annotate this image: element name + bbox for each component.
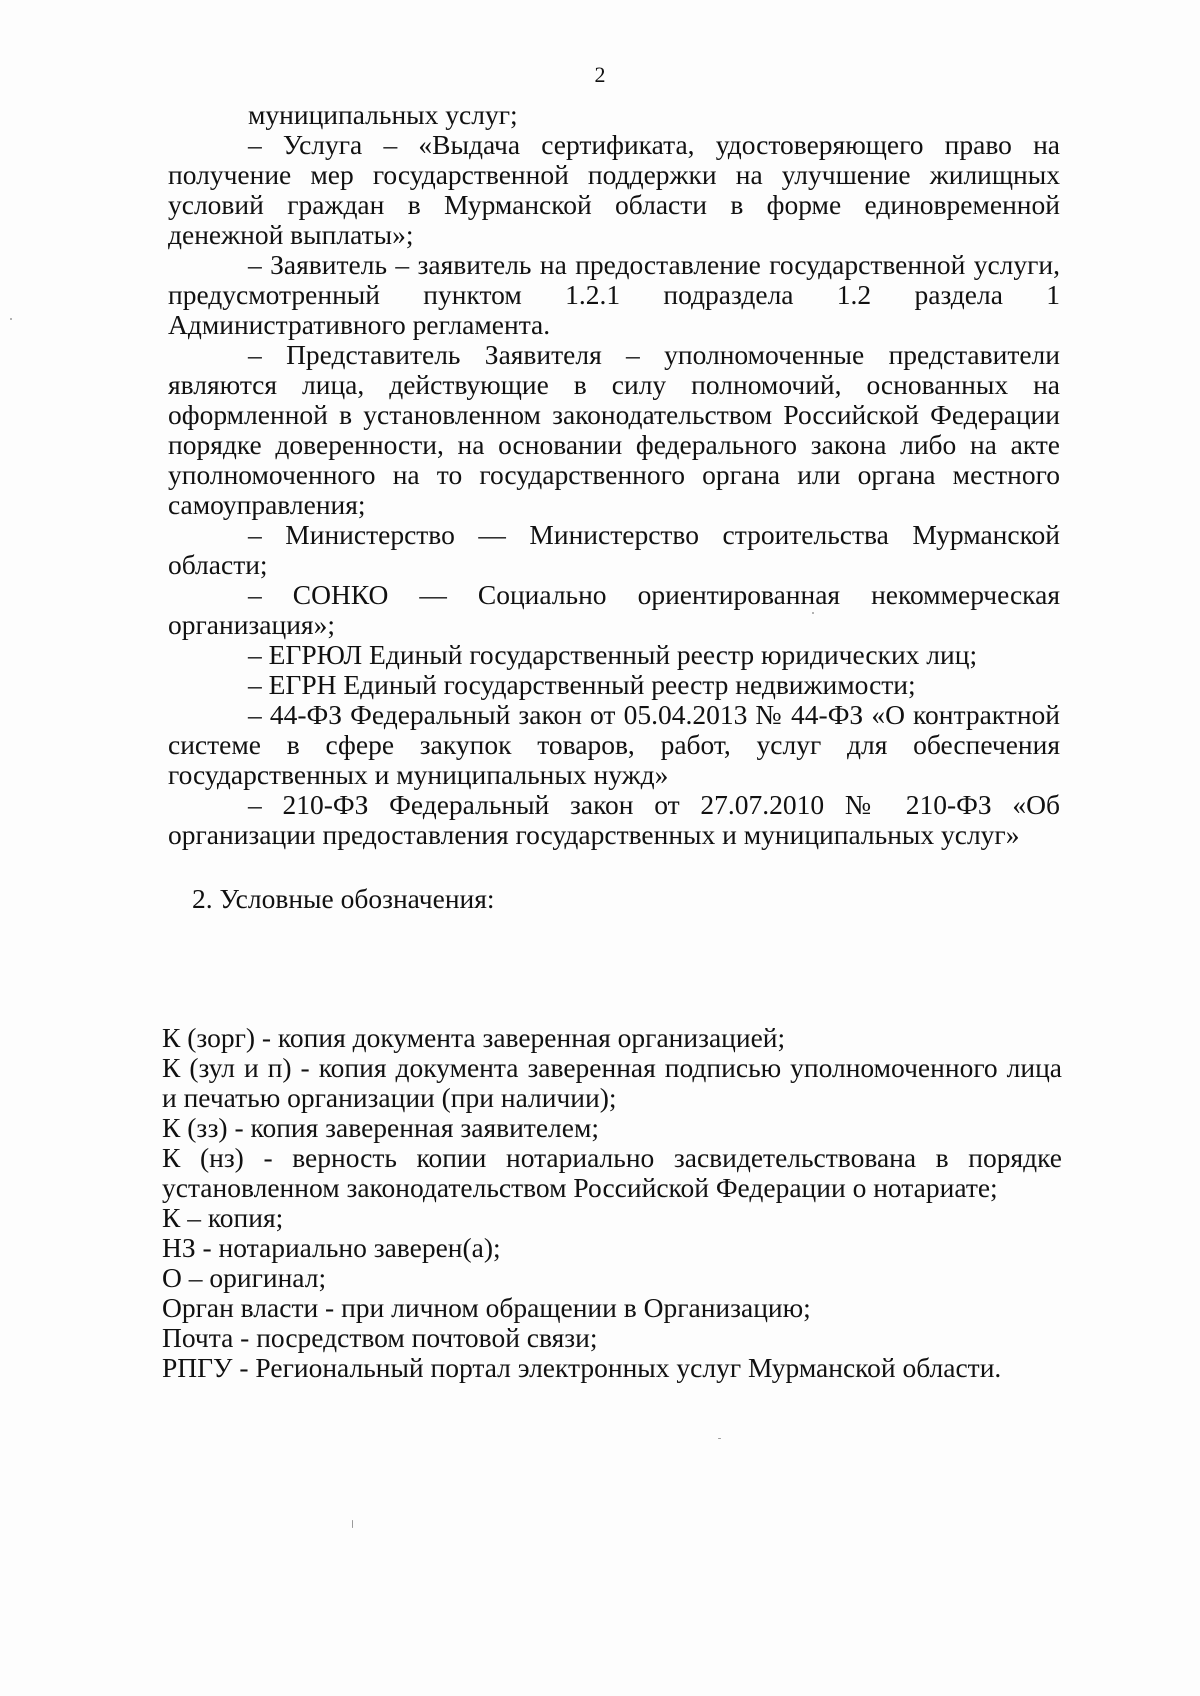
definition-210-fz: – 210-ФЗ Федеральный закон от 27.07.2010 № 210-ФЗ «Об организации предоставления государственных и муниципальных услуг»: [168, 789, 1060, 850]
legend-item: К – копия;: [162, 1202, 284, 1233]
scan-speck: [718, 1438, 721, 1439]
scan-speck: [812, 612, 814, 614]
section-heading: 2. Условные обозначения:: [192, 883, 495, 914]
definition-egrn: – ЕГРН Единый государственный реестр недвижимости;: [248, 669, 916, 700]
definition-egryul: – ЕГРЮЛ Единый государственный реестр юридических лиц;: [248, 639, 978, 670]
definition-zayavitel: – Заявитель – заявитель на предоставление государственной услуги, предусмотренный пунктом 1.2.1 подраздела 1.2 раздела 1 Административного регламента.: [168, 249, 1060, 340]
legend-item: Орган власти - при личном обращении в Организацию;: [162, 1292, 811, 1323]
legend-item: Почта - посредством почтовой связи;: [162, 1322, 598, 1353]
scan-speck: [10, 318, 12, 320]
definition-predstavitel: – Представитель Заявителя – уполномоченные представители являются лица, действующие в силу полномочий, основанных на оформленной в установленном законодательством Российской Федерации порядке доверенности, на основании федерального закона либо на акте уполномоченного на то государственного органа или органа местного самоуправления;: [168, 339, 1060, 520]
definitions-section: [168, 100, 1060, 948]
definition-sonko: – СОНКО — Социально ориентированная некоммерческая организация»;: [168, 579, 1060, 640]
legend-item: К (зорг) - копия документа заверенная организацией;: [162, 1022, 786, 1053]
legend-item: К (зз) - копия заверенная заявителем;: [162, 1112, 600, 1143]
legend-item: НЗ - нотариально заверен(а);: [162, 1232, 501, 1263]
legend-list: [162, 1023, 1062, 1383]
legend-item: О – оригинал;: [162, 1262, 327, 1293]
legend-item: К (нз) - верность копии нотариально засвидетельствована в порядке установленном законодательством Российской Федерации о нотариате;: [162, 1142, 1062, 1203]
page-number: 2: [594, 62, 606, 87]
definitions-tail: муниципальных услуг;: [248, 99, 518, 130]
legend-item: К (зул и п) - копия документа заверенная подписью уполномоченного лица и печатью организации (при наличии);: [162, 1052, 1062, 1113]
definition-ministerstvo: – Министерство — Министерство строительства Мурманской области;: [168, 519, 1060, 580]
scan-speck: [352, 1520, 353, 1528]
definition-44-fz: – 44-ФЗ Федеральный закон от 05.04.2013 № 44-ФЗ «О контрактной системе в сфере закупок товаров, работ, услуг для обеспечения государственных и муниципальных нужд»: [168, 699, 1060, 790]
legend-item: РПГУ - Региональный портал электронных услуг Мурманской области.: [162, 1352, 1002, 1383]
definition-usluga: – Услуга – «Выдача сертификата, удостоверяющего право на получение мер государственной поддержки на улучшение жилищных условий граждан в Мурманской области в форме единовременной денежной выплаты»;: [168, 129, 1060, 250]
